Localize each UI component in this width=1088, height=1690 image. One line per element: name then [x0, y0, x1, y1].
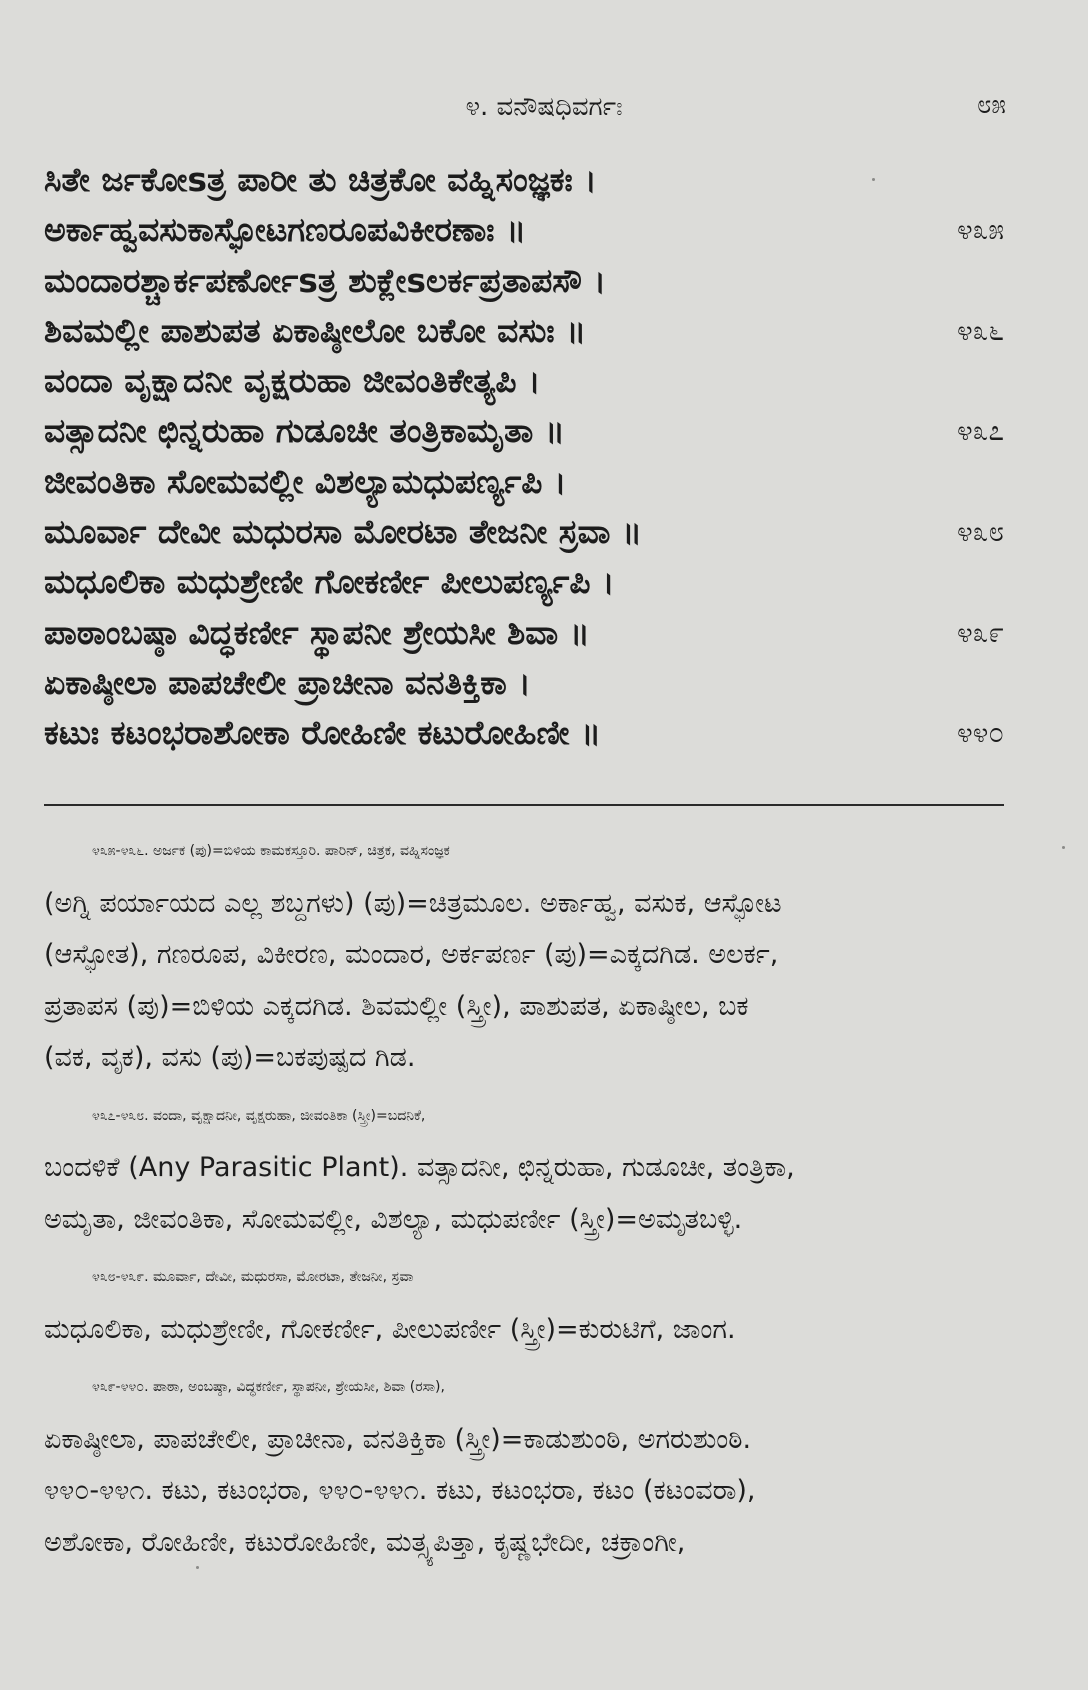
running-title: ೪. ವನೌಷಧಿವರ್ಗಃ [465, 92, 623, 122]
verse-line [44, 155, 1004, 205]
verse-text: ಜೀವಂತಿಕಾ ಸೋಮವಲ್ಲೀ ವಿಶಲ್ಯಾಮಧುಪರ್ಣ್ಯಪಿ । [44, 461, 567, 501]
verse-number: ೪೩೬ [956, 313, 1004, 347]
verse-line [44, 256, 1004, 306]
verse-text: ಕಟುಃ ಕಟಂಭರಾಶೋಕಾ ರೋಹಿಣೀ ಕಟುರೋಹಿಣೀ ॥ [44, 713, 601, 753]
commentary-line: ಅಶೋಕಾ, ರೋಹಿಣೀ, ಕಟುರೋಹಿಣೀ, ಮತ್ಸ್ಯಪಿತ್ತಾ, ಕೃಷ್ಣಭೇದೀ, ಚಕ್ರಾಂಗೀ, [44, 1526, 686, 1558]
commentary-line: ಮಧೂಲಿಕಾ, ಮಧುಶ್ರೇಣೀ, ಗೋಕರ್ಣೀ, ಪೀಲುಪರ್ಣೀ (ಸ್ತ್ರೀ)=ಕುರುಟಿಗೆ, ಜಾಂಗ. [44, 1313, 736, 1345]
verse-line [44, 356, 1004, 406]
verse-number: ೪೩೫ [956, 213, 1004, 247]
commentary-line: ೪೩೮-೪೩೯. ಮೂರ್ವಾ, ದೇವೀ, ಮಧುರಸಾ, ಮೋರಟಾ, ತೇಜನೀ, ಸ್ರವಾ [92, 1269, 414, 1285]
verse-line [44, 608, 1004, 658]
verse-text: ಮಂದಾರಶ್ಚಾರ್ಕಪರ್ಣೋsತ್ರ ಶುಕ್ಲೇsಲರ್ಕಪ್ರತಾಪಸೌ । [44, 260, 607, 300]
verse-text: ಏಕಾಷ್ಠೀಲಾ ಪಾಪಚೇಲೀ ಪ್ರಾಚೀನಾ ವನತಿಕ್ತಿಕಾ । [44, 662, 531, 702]
commentary-line: ೪೩೫-೪೩೬. ಅರ್ಜಕ (ಪು)=ಬಿಳಿಯ ಕಾಮಕಸ್ತೂರಿ. ಪಾರಿನ್, ಚಿತ್ರಕ, ವಹ್ನಿಸಂಜ್ಞಕ [92, 843, 450, 859]
verse-line [44, 406, 1004, 456]
commentary-line: ಅಮೃತಾ, ಜೀವಂತಿಕಾ, ಸೋಮವಲ್ಲೀ, ವಿಶಲ್ಯಾ, ಮಧುಪರ್ಣೀ (ಸ್ತ್ರೀ)=ಅಮೃತಬಳ್ಳಿ. [44, 1203, 743, 1235]
commentary-line: ಏಕಾಷ್ಠೀಲಾ, ಪಾಪಚೇಲೀ, ಪ್ರಾಚೀನಾ, ವನತಿಕ್ತಿಕಾ (ಸ್ತ್ರೀ)=ಕಾಡುಶುಂಠಿ, ಅಗರುಶುಂಠಿ. [44, 1423, 752, 1455]
verse-number: ೪೩೮ [956, 515, 1004, 549]
verse-text: ಅರ್ಕಾಹ್ವವಸುಕಾಸ್ಫೋಟಗಣರೂಪವಿಕೀರಣಾಃ ॥ [44, 210, 527, 250]
commentary-line: (ಅಗ್ನಿ ಪರ್ಯಾಯದ ಎಲ್ಲ ಶಬ್ದಗಳು) (ಪು)=ಚಿತ್ರಮೂಲ. ಅರ್ಕಾಹ್ವ, ವಸುಕ, ಆಸ್ಫೋಟ [44, 887, 782, 919]
verse-line [44, 658, 1004, 708]
paper-speck [1062, 846, 1065, 849]
verse-text: ವಂದಾ ವೃಕ್ಷಾದನೀ ವೃಕ್ಷರುಹಾ ಜೀವಂತಿಕೇತ್ಯಪಿ । [44, 361, 541, 401]
commentary-paragraph [44, 1252, 1004, 1355]
running-head [0, 88, 1088, 128]
commentary-paragraph [44, 1091, 1004, 1246]
divider-rule [44, 804, 1004, 806]
verse-text: ಶಿವಮಲ್ಲೀ ಪಾಶುಪತ ಏಕಾಷ್ಠೀಲೋ ಬಕೋ ವಸುಃ ॥ [44, 310, 587, 350]
paper-speck [196, 1566, 199, 1569]
verse-number: ೪೩೯ [956, 615, 1004, 649]
verse-line [44, 557, 1004, 607]
verse-text: ಸಿತೇ ರ್ಜಕೋsತ್ರ ಪಾರೀ ತು ಚಿತ್ರಕೋ ವಹ್ನಿಸಂಜ್ಞಕಃ । [44, 160, 597, 199]
verse-number: ೪೩೭ [956, 414, 1004, 448]
page-number: ೮೫ [976, 90, 1006, 120]
verse-line [44, 708, 1004, 758]
verse-text: ಮೂರ್ವಾ ದೇವೀ ಮಧುರಸಾ ಮೋರಟಾ ತೇಜನೀ ಸ್ರವಾ ॥ [44, 512, 643, 552]
verse-line [44, 205, 1004, 255]
verse-line [44, 507, 1004, 557]
verse-text: ವತ್ಸಾದನೀ ಛಿನ್ನರುಹಾ ಗುಡೂಚೀ ತಂತ್ರಿಕಾಮೃತಾ ॥ [44, 411, 565, 451]
verse-number: ೪೪೦ [956, 716, 1004, 750]
verse-block [44, 155, 1004, 759]
commentary-paragraph [44, 826, 1004, 1084]
commentary-line: (ಆಸ್ಫೋತ), ಗಣರೂಪ, ವಿಕೀರಣ, ಮಂದಾರ, ಅರ್ಕಪರ್ಣ (ಪು)=ಎಕ್ಕದಗಿಡ. ಅಲರ್ಕ, [44, 939, 779, 970]
commentary-line: ಪ್ರತಾಪಸ (ಪು)=ಬಿಳಿಯ ಎಕ್ಕದಗಿಡ. ಶಿವಮಲ್ಲೀ (ಸ್ತ್ರೀ), ಪಾಶುಪತ, ಏಕಾಷ್ಠೀಲ, ಬಕ [44, 990, 749, 1022]
commentary-line: ಬಂದಳಿಕೆ (Any Parasitic Plant). ವತ್ಸಾದನೀ, ಛಿನ್ನರುಹಾ, ಗುಡೂಚೀ, ತಂತ್ರಿಕಾ, [44, 1152, 795, 1183]
paper-speck [872, 178, 875, 181]
commentary-paragraph [44, 1362, 1004, 1568]
commentary-line: ೪೩೭-೪೩೮. ವಂದಾ, ವೃಕ್ಷಾದನೀ, ವೃಕ್ಷರುಹಾ, ಜೀವಂತಿಕಾ (ಸ್ತ್ರೀ)=ಬದನಿಕೆ, [92, 1107, 426, 1124]
verse-text: ಪಾಠಾಂಬಷ್ಠಾ ವಿದ್ಧಕರ್ಣೀ ಸ್ಥಾಪನೀ ಶ್ರೇಯಸೀ ಶಿವಾ ॥ [44, 612, 590, 652]
commentary-line: (ವಕ, ವೃಕ), ವಸು (ಪು)=ಬಕಪುಷ್ಪದ ಗಿಡ. [44, 1042, 416, 1073]
verse-line [44, 306, 1004, 356]
commentary-line: ೪೪೦-೪೪೧. ಕಟು, ಕಟಂಭರಾ, ೪೪೦-೪೪೧. ಕಟು, ಕಟಂಭರಾ, ಕಟಂ (ಕಟಂವರಾ), [44, 1475, 756, 1506]
verse-line [44, 457, 1004, 507]
verse-text: ಮಧೂಲಿಕಾ ಮಧುಶ್ರೇಣೀ ಗೋಕರ್ಣೀ ಪೀಲುಪರ್ಣ್ಯಪಿ । [44, 562, 615, 602]
commentary-block [44, 826, 1004, 1575]
commentary-line: ೪೩೯-೪೪೦. ಪಾಠಾ, ಅಂಬಷ್ಠಾ, ವಿದ್ಧಕರ್ಣೀ, ಸ್ಥಾಪನೀ, ಶ್ರೇಯಸೀ, ಶಿವಾ (ರಸಾ), [92, 1379, 445, 1395]
